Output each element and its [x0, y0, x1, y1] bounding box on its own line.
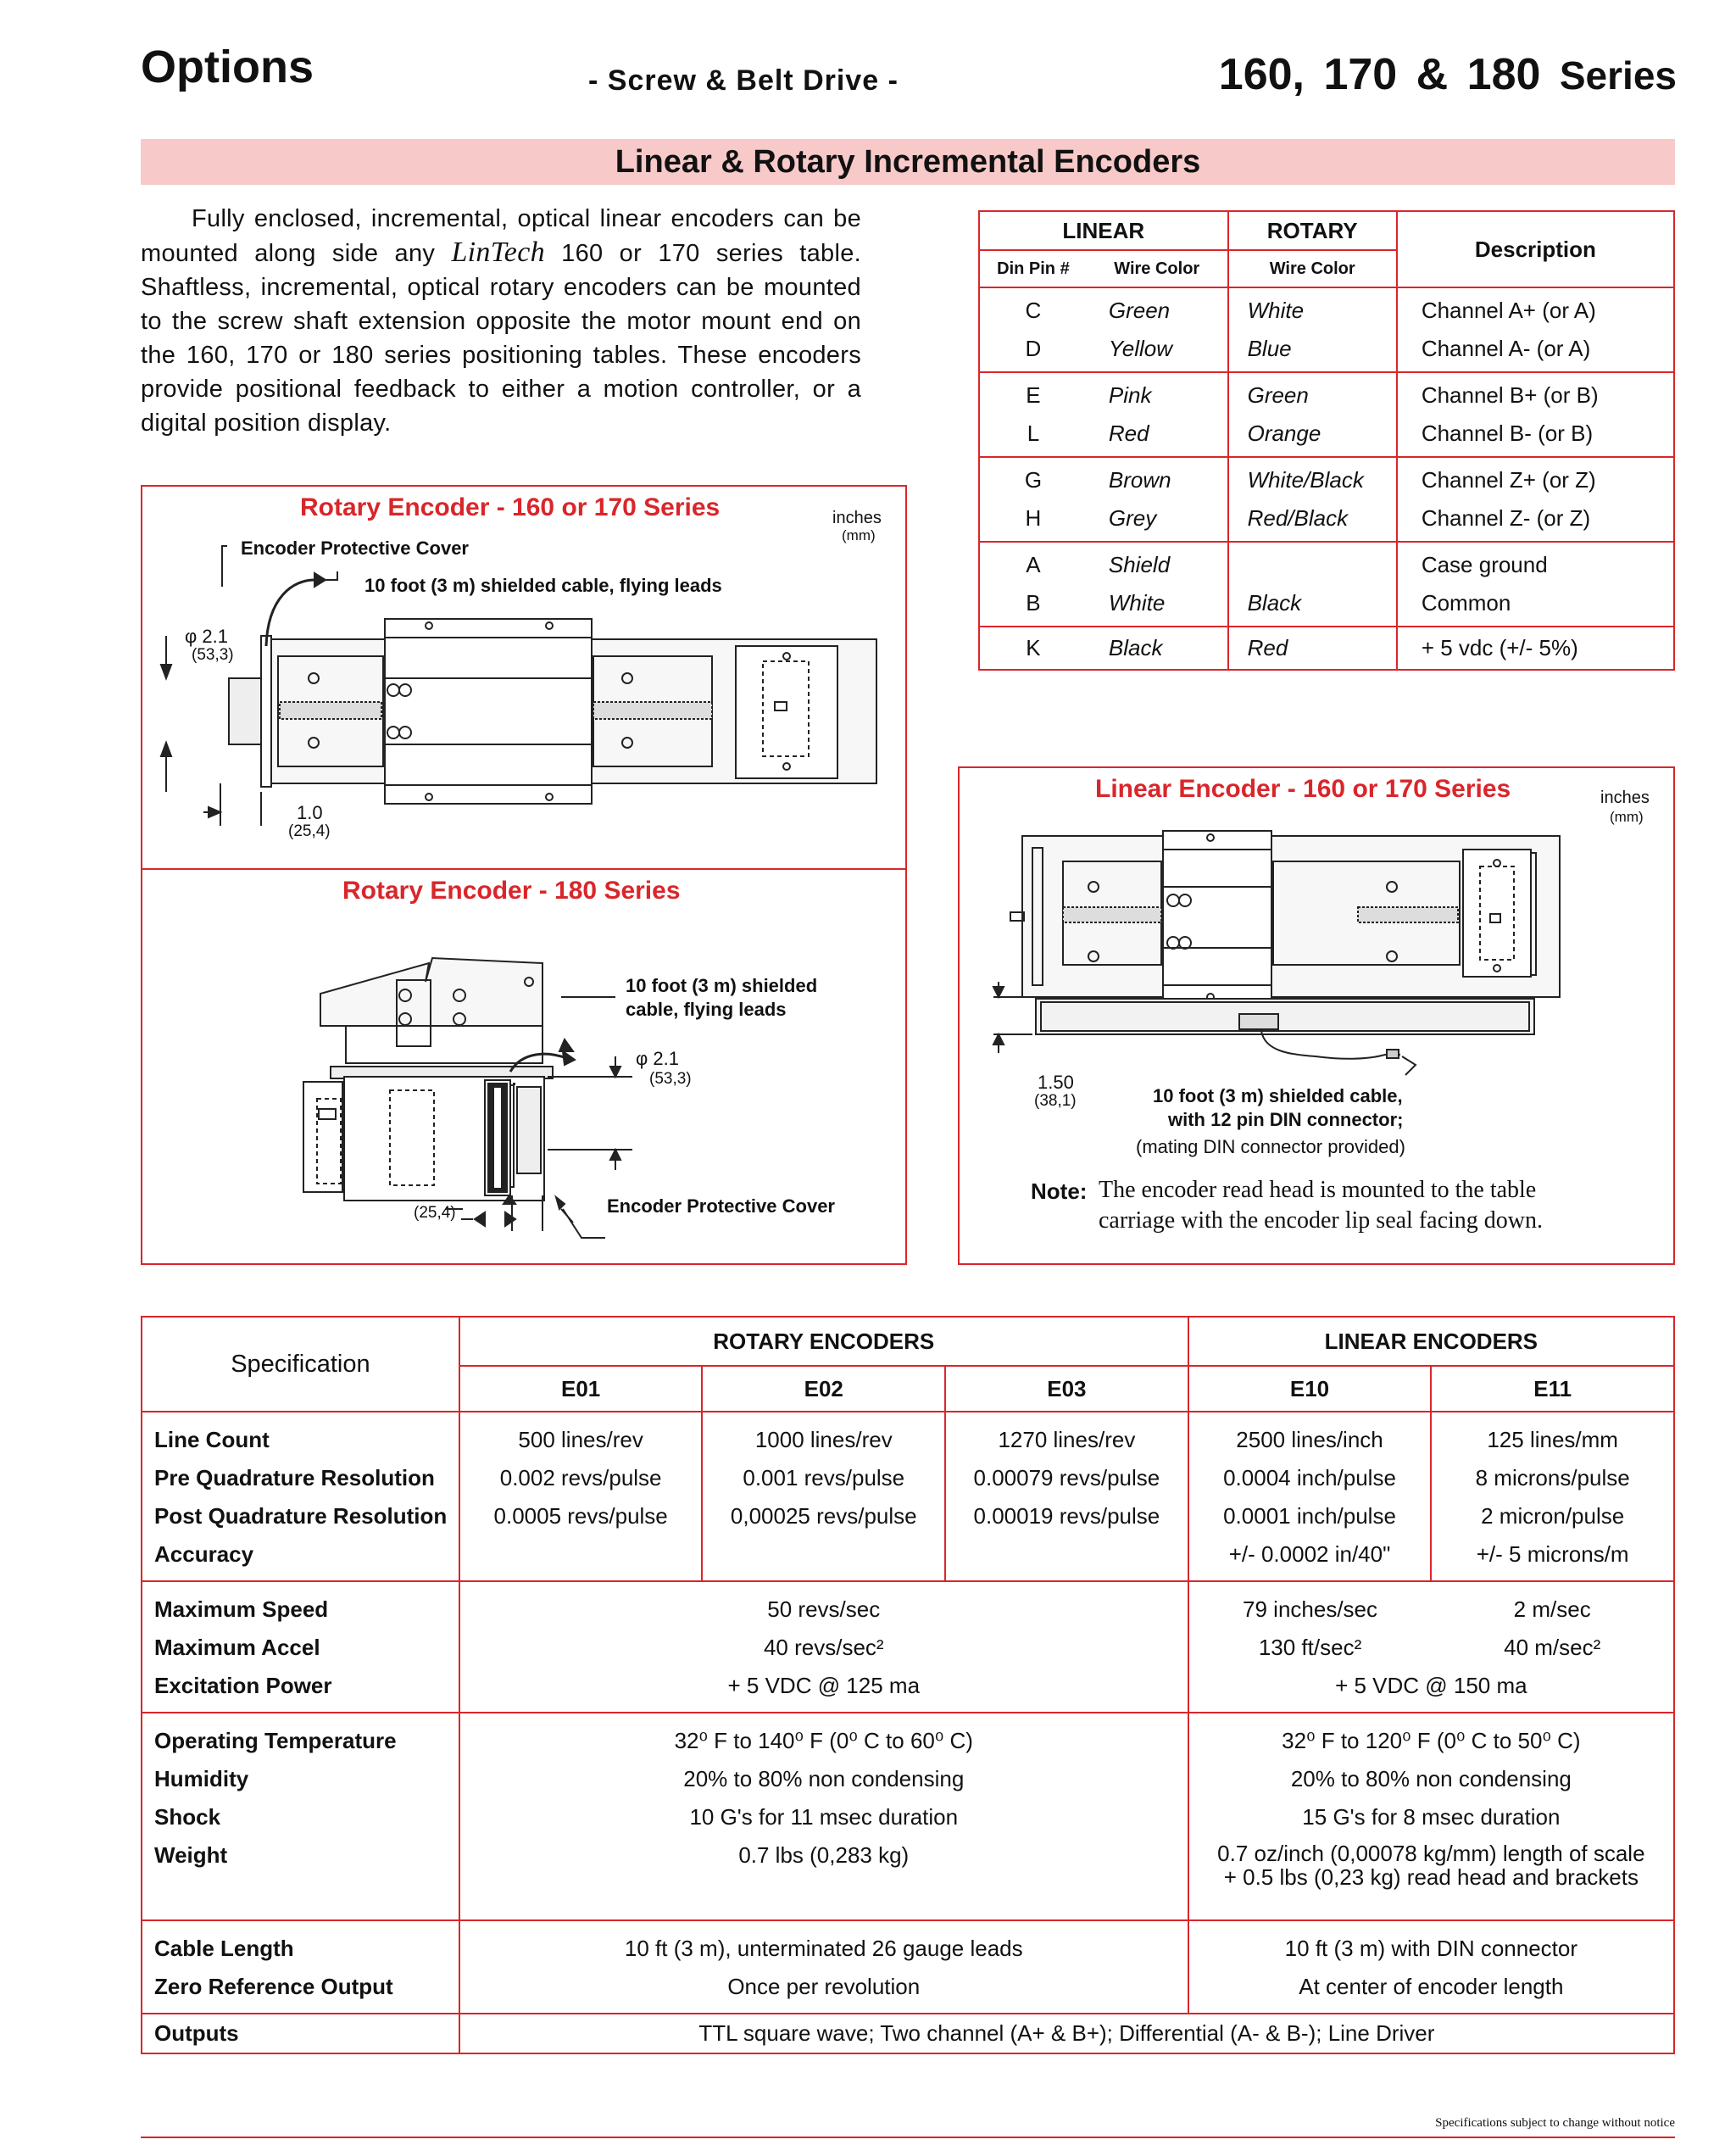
spec-group-environment-labels: [142, 1713, 459, 1920]
pin-c: C: [1025, 298, 1042, 323]
series-numbers: 160, 170 & 180: [1218, 50, 1541, 99]
desc-channel-b-plus: Channel B+ (or B): [1421, 382, 1599, 408]
rotary-160-cover-label: Encoder Protective Cover: [241, 538, 469, 559]
e02-accuracy: [703, 1535, 944, 1574]
wiring-description-header: Description: [1397, 211, 1674, 287]
section-title: Linear & Rotary Incremental Encoders: [615, 144, 1201, 180]
e01-resolution: [459, 1412, 703, 1581]
linear-cable-values: [1188, 1920, 1674, 2014]
page-header-drive-type: - Screw & Belt Drive -: [588, 64, 899, 97]
desc-channel-z-plus: Channel Z+ (or Z): [1421, 467, 1596, 493]
e01-pre-quadrature: 0.002 revs/pulse: [499, 1465, 662, 1490]
label-zero-reference: Zero Reference Output: [154, 1974, 393, 1999]
label-outputs-cell: [142, 2014, 459, 2053]
rotary-motion-values: [459, 1581, 1188, 1713]
pin-k: K: [1026, 635, 1041, 660]
linear-units: inches: [1600, 788, 1650, 807]
rotary-160-len-mm: (25,4): [288, 822, 331, 840]
rotary-160-dia: φ 2.1: [185, 626, 228, 647]
rotary-operating-temperature: 32⁰ F to 140⁰ F (0⁰ C to 60⁰ C): [674, 1728, 973, 1753]
spec-group-cable-labels: [142, 1920, 459, 2014]
rotary-160-units: inches: [832, 509, 882, 527]
linear-encoders-header: LINEAR ENCODERS: [1188, 1317, 1674, 1366]
label-cable-length: Cable Length: [154, 1936, 294, 1961]
rotary-180-drawing: [141, 870, 907, 1265]
e02-line-count: 1000 lines/rev: [754, 1427, 893, 1452]
linear-note-label: Note:: [1031, 1178, 1088, 1204]
rotary-color-c: White: [1247, 298, 1305, 323]
e11-max-accel: 40 m/sec²: [1504, 1635, 1601, 1660]
label-outputs: Outputs: [154, 2020, 239, 2046]
rotary-excitation-power: + 5 VDC @ 125 ma: [727, 1673, 921, 1698]
label-weight: Weight: [154, 1842, 228, 1868]
model-e03: E03: [945, 1366, 1188, 1412]
e01-accuracy: [460, 1535, 702, 1574]
linear-note-line-2: carriage with the encoder lip seal facing down.: [1099, 1207, 1544, 1234]
e10-post-quadrature: 0.0001 inch/pulse: [1223, 1503, 1396, 1529]
linear-encoder-title: Linear Encoder - 160 or 170 Series: [1095, 775, 1511, 803]
linear-environment-values: [1188, 1713, 1674, 1920]
pin-g: G: [1024, 467, 1043, 493]
rotary-180-cable-label-1: 10 foot (3 m) shielded: [626, 975, 818, 996]
footnote: Specifications subject to change without notice: [1435, 2116, 1675, 2130]
model-e10: E10: [1188, 1366, 1432, 1412]
e01-line-count: 500 lines/rev: [518, 1427, 643, 1452]
e03-resolution: [945, 1412, 1188, 1581]
wiring-din-pin-header: Din Pin #: [979, 250, 1087, 287]
desc-channel-z-minus: Channel Z- (or Z): [1421, 505, 1591, 531]
rotary-zero-reference: Once per revolution: [727, 1974, 921, 1999]
rotary-color-h: Red/Black: [1247, 505, 1349, 531]
rotary-max-speed: 50 revs/sec: [767, 1596, 881, 1622]
linear-color-e: Pink: [1108, 382, 1152, 408]
rotary-color-d: Blue: [1247, 336, 1292, 361]
rotary-180-title: Rotary Encoder - 180 Series: [342, 877, 681, 905]
rotary-color-e: Green: [1247, 382, 1309, 408]
e02-pre-quadrature: 0.001 revs/pulse: [743, 1465, 905, 1490]
desc-channel-a-minus: Channel A- (or A): [1421, 336, 1591, 361]
linear-units-mm: (mm): [1610, 809, 1644, 825]
rotary-color-b: Black: [1247, 590, 1302, 616]
rotary-180-cover-label: Encoder Protective Cover: [607, 1195, 835, 1217]
rotary-160-dia-mm: (53,3): [192, 646, 234, 664]
label-excitation-power: Excitation Power: [154, 1673, 332, 1698]
specification-table: [141, 1316, 1675, 2054]
linear-color-a: Shield: [1108, 552, 1171, 577]
rotary-encoders-header: ROTARY ENCODERS: [459, 1317, 1188, 1366]
linear-weight-scale: 0.7 oz/inch (0,00078 kg/mm) length of scale: [1217, 1841, 1645, 1866]
rotary-humidity: 20% to 80% non condensing: [683, 1766, 965, 1791]
label-humidity: Humidity: [154, 1766, 249, 1791]
linear-weight-head: + 0.5 lbs (0,23 kg) read head and brackets: [1223, 1864, 1639, 1890]
e11-post-quadrature: 2 micron/pulse: [1481, 1503, 1625, 1529]
e10-max-accel: 130 ft/sec²: [1258, 1635, 1362, 1660]
rotary-environment-values: [459, 1713, 1188, 1920]
e02-resolution: [702, 1412, 945, 1581]
pin-d: D: [1025, 336, 1042, 361]
rotary-color-g: White/Black: [1247, 467, 1364, 493]
rotary-180-len-mm: (25,4): [414, 1204, 456, 1222]
e11-pre-quadrature: 8 microns/pulse: [1475, 1465, 1630, 1490]
pin-l: L: [1027, 421, 1040, 446]
linear-color-l: Red: [1108, 421, 1149, 446]
e10-resolution: [1188, 1412, 1432, 1581]
e03-pre-quadrature: 0.00079 revs/pulse: [973, 1465, 1160, 1490]
linear-motion-values: [1188, 1581, 1674, 1713]
model-e01: E01: [459, 1366, 703, 1412]
linear-cable-label-2: with 12 pin DIN connector;: [1168, 1109, 1404, 1130]
linear-excitation-power: + 5 VDC @ 150 ma: [1335, 1673, 1527, 1698]
linear-shock: 15 G's for 8 msec duration: [1302, 1804, 1561, 1830]
rotary-180-dia-mm: (53,3): [649, 1070, 692, 1088]
rotary-shock: 10 G's for 11 msec duration: [689, 1804, 959, 1830]
linear-color-c: Green: [1108, 298, 1171, 323]
model-e02: E02: [702, 1366, 945, 1412]
rotary-160-cable-label: 10 foot (3 m) shielded cable, flying leads: [364, 575, 722, 596]
e03-accuracy: [946, 1535, 1188, 1574]
pin-h: H: [1025, 505, 1042, 531]
linear-zero-reference: At center of encoder length: [1299, 1974, 1564, 1999]
label-post-quadrature: Post Quadrature Resolution: [154, 1503, 448, 1529]
brand-name: LinTech: [451, 237, 545, 268]
e01-post-quadrature: 0.0005 revs/pulse: [493, 1503, 668, 1529]
spec-group-resolution-labels: [142, 1412, 459, 1581]
page-header-series: [1219, 49, 1677, 100]
wiring-table: [978, 210, 1675, 671]
e11-line-count: 125 lines/mm: [1487, 1427, 1618, 1452]
label-operating-temperature: Operating Temperature: [154, 1728, 397, 1753]
intro-paragraph: [141, 202, 861, 440]
linear-color-k: Black: [1108, 635, 1163, 660]
desc-channel-a-plus: Channel A+ (or A): [1421, 298, 1596, 323]
rotary-color-l: Orange: [1247, 421, 1321, 446]
rotary-max-accel: 40 revs/sec²: [763, 1635, 884, 1660]
desc-common: Common: [1421, 590, 1511, 616]
linear-color-b: White: [1108, 590, 1166, 616]
e11-resolution: [1431, 1412, 1674, 1581]
linear-humidity: 20% to 80% non condensing: [1290, 1766, 1572, 1791]
desc-case-ground: Case ground: [1421, 552, 1548, 577]
spec-header: Specification: [142, 1317, 459, 1412]
e10-pre-quadrature: 0.0004 inch/pulse: [1223, 1465, 1396, 1490]
linear-color-g: Brown: [1108, 467, 1171, 493]
e03-line-count: 1270 lines/rev: [998, 1427, 1136, 1452]
desc-5vdc: + 5 vdc (+/- 5%): [1421, 635, 1578, 660]
e02-post-quadrature: 0,00025 revs/pulse: [730, 1503, 917, 1529]
linear-cable-label-1: 10 foot (3 m) shielded cable,: [1153, 1085, 1403, 1106]
linear-note-line-1: The encoder read head is mounted to the table: [1099, 1177, 1537, 1203]
linear-encoder-drawing: [960, 768, 1673, 1141]
e10-max-speed: 79 inches/sec: [1243, 1596, 1378, 1622]
e11-max-speed: 2 m/sec: [1513, 1596, 1591, 1622]
label-pre-quadrature: Pre Quadrature Resolution: [154, 1465, 435, 1490]
e03-post-quadrature: 0.00019 revs/pulse: [973, 1503, 1160, 1529]
linear-height: 1.50: [1038, 1072, 1074, 1093]
rotary-cable-length: 10 ft (3 m), unterminated 26 gauge leads: [624, 1936, 1023, 1961]
linear-operating-temperature: 32⁰ F to 120⁰ F (0⁰ C to 50⁰ C): [1282, 1728, 1581, 1753]
rotary-weight: 0.7 lbs (0,283 kg): [738, 1842, 910, 1868]
intro-part1: Fully enclosed, incremental, optical linear encoders can be mounted along side any: [141, 205, 861, 267]
spec-group-motion-labels: [142, 1581, 459, 1713]
linear-cable-length: 10 ft (3 m) with DIN connector: [1284, 1936, 1578, 1961]
rotary-color-k: Red: [1247, 635, 1288, 660]
rotary-180-cable-label-2: cable, flying leads: [626, 999, 787, 1020]
rotary-160-len: 1.0: [297, 802, 323, 823]
rotary-160-drawing: [141, 487, 907, 868]
pin-b: B: [1026, 590, 1041, 616]
pin-a: A: [1026, 552, 1041, 577]
label-line-count: Line Count: [154, 1427, 270, 1452]
wiring-linear-wire-color: Wire Color: [1087, 250, 1228, 287]
footer-rule: [141, 2137, 1675, 2138]
wiring-rotary-header: ROTARY: [1228, 211, 1397, 250]
rotary-160-units-mm: (mm): [842, 527, 876, 543]
rotary-color-a: [1248, 546, 1396, 584]
rotary-180-dia: φ 2.1: [636, 1048, 679, 1069]
wiring-rotary-wire-color: Wire Color: [1228, 250, 1397, 287]
series-word: Series: [1559, 53, 1677, 98]
e10-accuracy: +/- 0.0002 in/40": [1228, 1541, 1391, 1567]
rotary-cable-values: [459, 1920, 1188, 2014]
page-header-options: Options: [141, 42, 314, 92]
rotary-160-title: Rotary Encoder - 160 or 170 Series: [300, 493, 721, 521]
linear-height-mm: (38,1): [1034, 1092, 1077, 1110]
linear-color-h: Grey: [1108, 505, 1157, 531]
label-maximum-speed: Maximum Speed: [154, 1596, 329, 1622]
linear-cable-label-3: (mating DIN connector provided): [1136, 1136, 1405, 1157]
outputs-value-cell: [459, 2014, 1674, 2053]
e10-line-count: 2500 lines/inch: [1236, 1427, 1383, 1452]
linear-color-d: Yellow: [1108, 336, 1173, 361]
label-shock: Shock: [154, 1804, 221, 1830]
intro-part2: 160 or 170 series table. Shaftless, incremental, optical rotary encoders can be mounted to the screw shaft extension opposite the motor mount end on the 160, 170 or 180 series positioning tables. These encoders provide positional feedback to either a motion controller, or a digital position display.: [141, 240, 861, 437]
pin-e: E: [1026, 382, 1041, 408]
label-accuracy: Accuracy: [154, 1541, 254, 1567]
model-e11: E11: [1431, 1366, 1674, 1412]
desc-channel-b-minus: Channel B- (or B): [1421, 421, 1594, 446]
e11-accuracy: +/- 5 microns/m: [1476, 1541, 1629, 1567]
wiring-linear-header: LINEAR: [979, 211, 1228, 250]
outputs-value: TTL square wave; Two channel (A+ & B+); Differential (A- & B-); Line Driver: [698, 2020, 1435, 2046]
label-maximum-accel: Maximum Accel: [154, 1635, 320, 1660]
